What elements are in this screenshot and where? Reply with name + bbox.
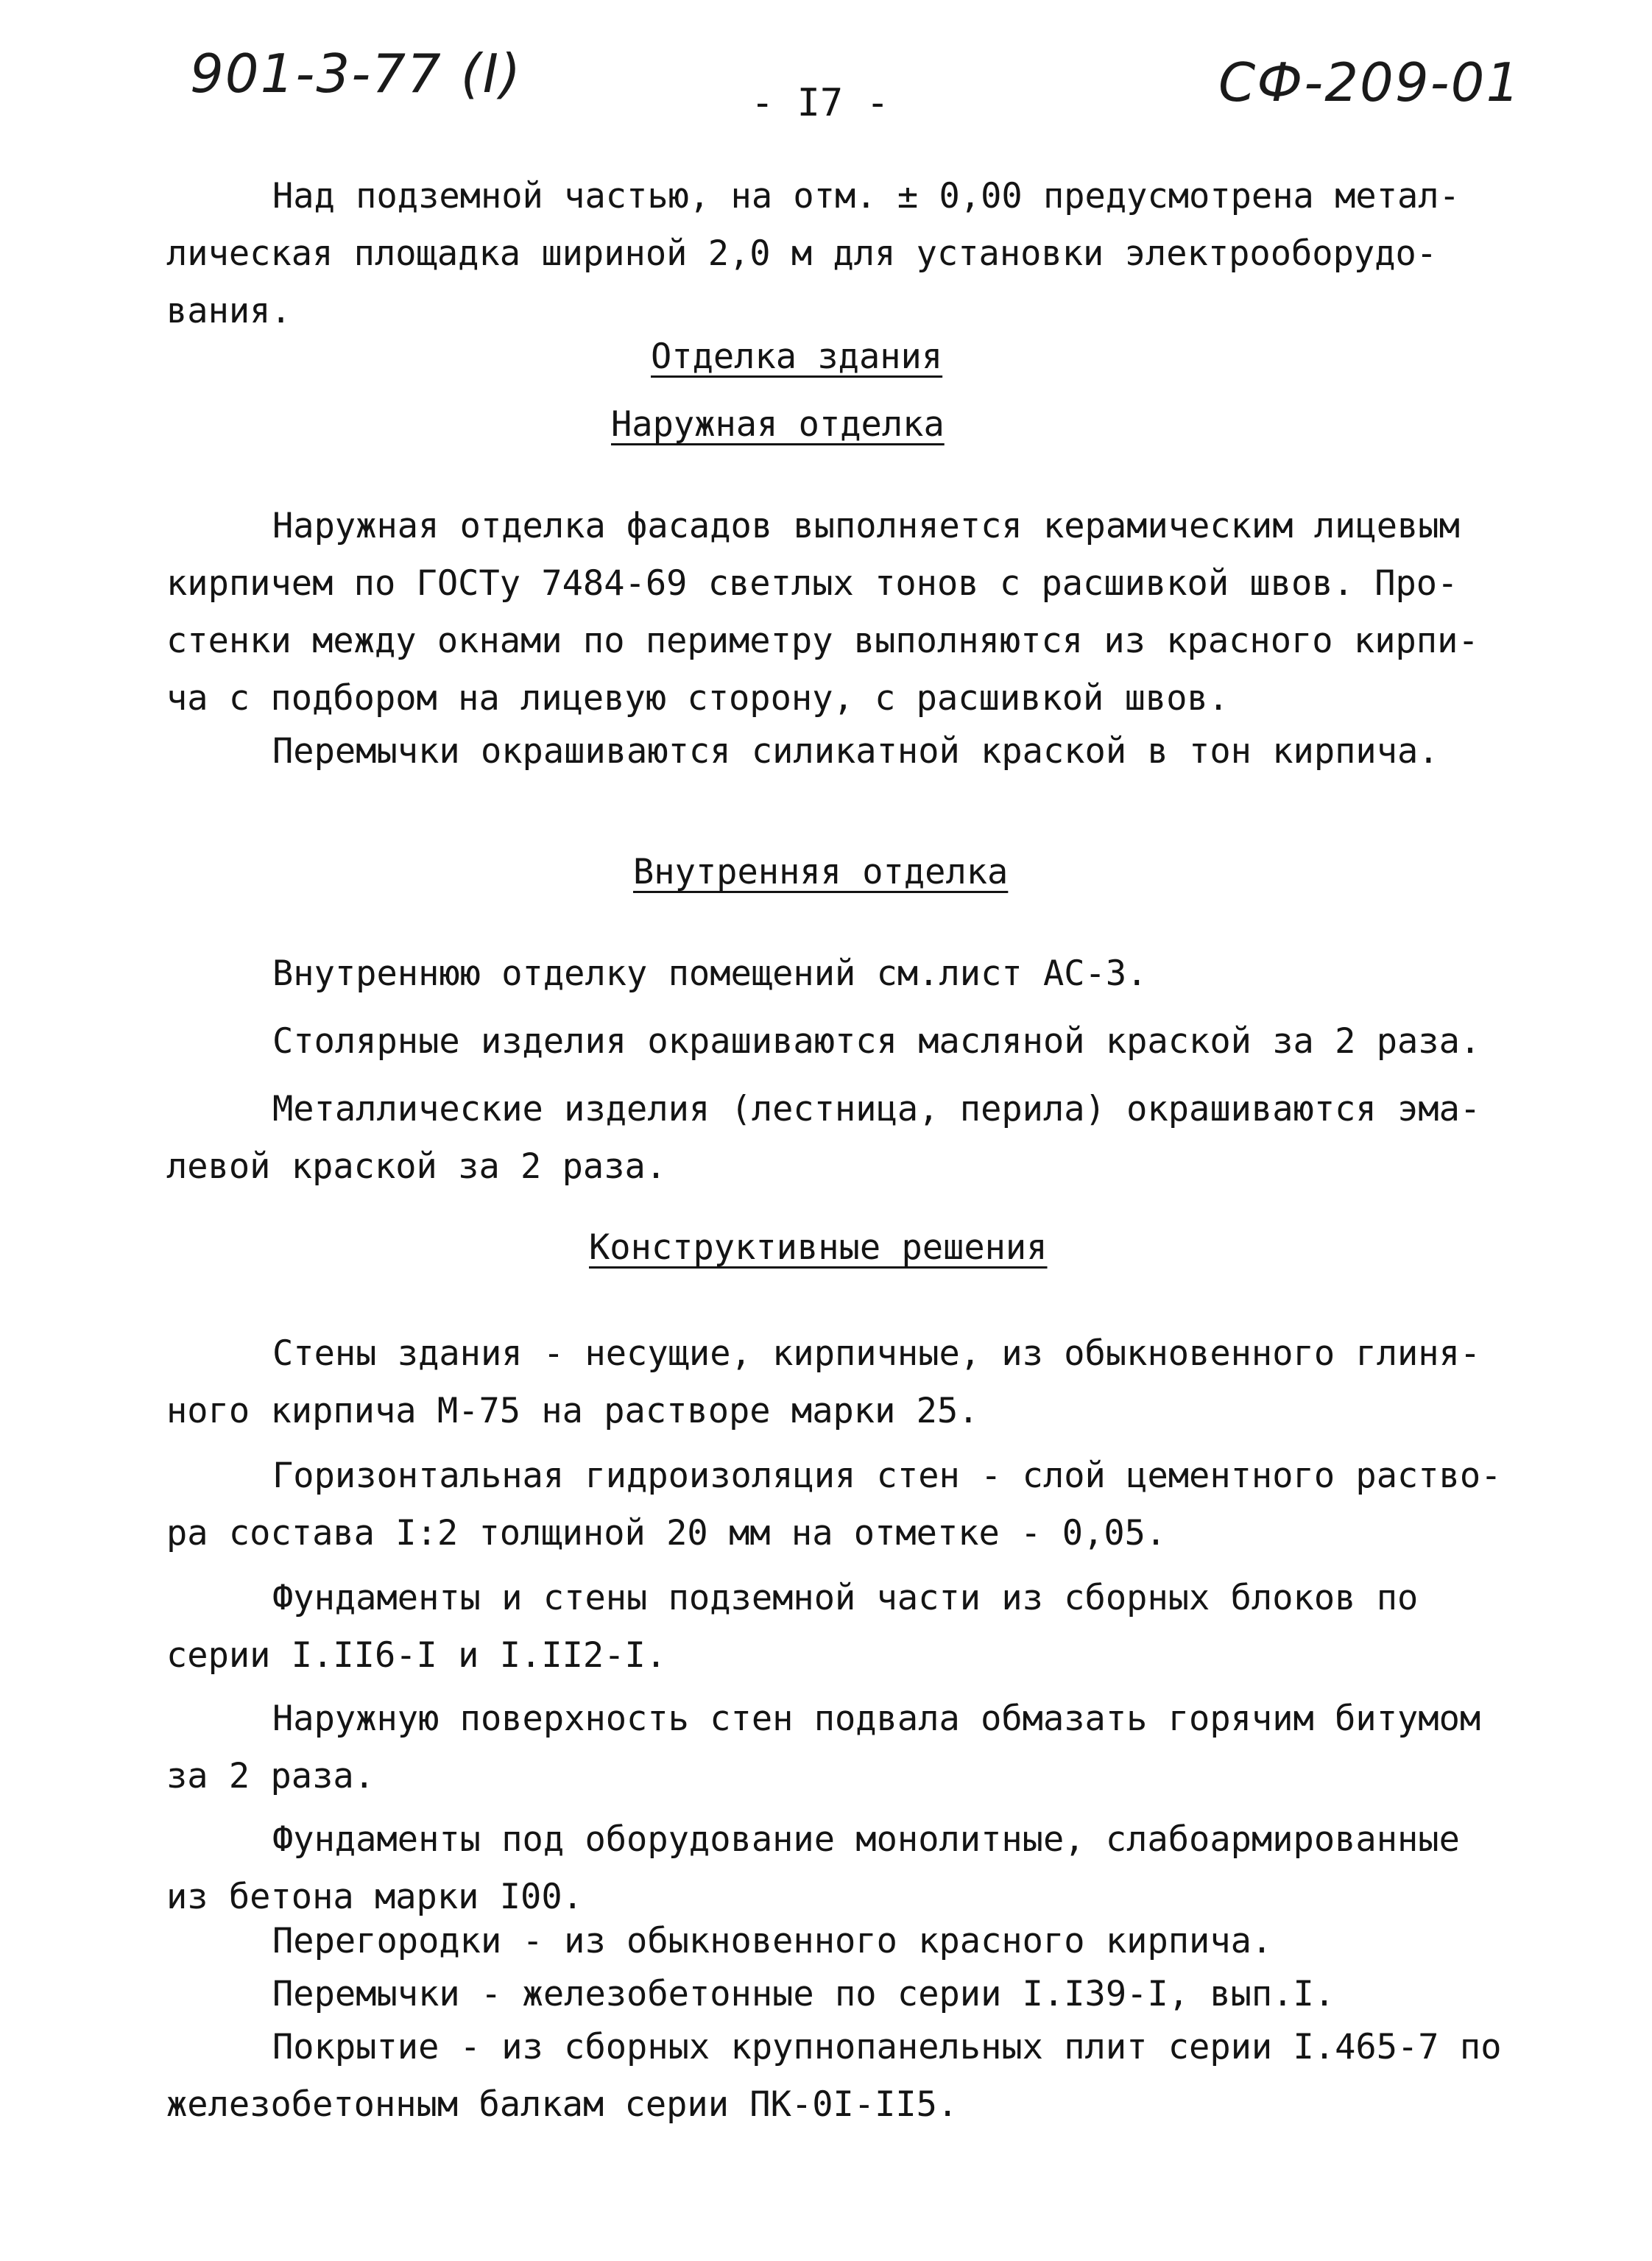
section-heading-construction: Конструктивные решения — [589, 1227, 1048, 1268]
text-line: кирпичем по ГОСТу 7484-69 светлых тонов с расшивкой швов. Про- — [166, 563, 1458, 604]
text-line: Перемычки - железобетонные по серии I.I39-I, вып.I. — [272, 1974, 1335, 2014]
text-line: Столярные изделия окрашиваются масляной краской за 2 раза. — [272, 1021, 1481, 1062]
text-line: левой краской за 2 раза. — [166, 1146, 667, 1187]
intro-paragraph — [166, 168, 1536, 340]
text-line: Внутреннюю отделку помещений см.лист АС-3. — [272, 953, 1148, 994]
text-line: Стены здания - несущие, кирпичные, из обыкновенного глиня- — [272, 1333, 1481, 1374]
construction-paragraph-6 — [166, 1913, 1536, 1970]
interior-paragraph-2 — [166, 1013, 1536, 1070]
text-line: ча с подбором на лицевую сторону, с расшивкой швов. — [166, 678, 1229, 719]
text-line: стенки между окнами по периметру выполняются из красного кирпи- — [166, 621, 1479, 661]
text-line: ра состава I:2 толщиной 20 мм на отметке - 0,05. — [166, 1513, 1167, 1553]
text-line: серии I.II6-I и I.II2-I. — [166, 1635, 667, 1676]
text-line: Металлические изделия (лестница, перила) окрашиваются эма- — [272, 1089, 1481, 1129]
subheading-exterior: Наружная отделка — [611, 404, 945, 445]
doc-code-right: СФ-209-01 — [1218, 52, 1522, 113]
text-line: за 2 раза. — [166, 1756, 375, 1796]
text-line: Перемычки окрашиваются силикатной краской в тон кирпича. — [272, 731, 1439, 772]
construction-paragraph-4 — [166, 1690, 1536, 1805]
section-heading-finishing: Отделка здания — [651, 336, 943, 377]
construction-paragraph-3 — [166, 1570, 1536, 1685]
text-line: Горизонтальная гидроизоляция стен - слой цементного раство- — [272, 1456, 1502, 1496]
interior-paragraph-3 — [166, 1081, 1536, 1196]
text-line: железобетонным балкам серии ПК-0I-II5. — [166, 2084, 959, 2125]
subheading-interior: Внутренняя отделка — [633, 852, 1009, 892]
text-line: Покрытие - из сборных крупнопанельных плит серии I.465-7 по — [272, 2027, 1502, 2067]
interior-paragraph-1 — [166, 945, 1536, 1003]
page-number: - I7 - — [751, 81, 889, 125]
text-line: Фундаменты под оборудование монолитные, слабоармированные — [272, 1819, 1460, 1860]
text-line: Наружная отделка фасадов выполняется керамическим лицевым — [272, 506, 1460, 546]
text-line: Перегородки - из обыкновенного красного кирпича. — [272, 1921, 1273, 1961]
text-line: вания. — [166, 291, 292, 331]
construction-paragraph-5 — [166, 1811, 1536, 1926]
text-line: ного кирпича М-75 на растворе марки 25. — [166, 1391, 979, 1431]
doc-code-left: 901-3-77 (I) — [190, 43, 523, 105]
text-line: из бетона марки I00. — [166, 1877, 583, 1917]
exterior-paragraph-1 — [166, 498, 1536, 727]
construction-paragraph-7 — [166, 1966, 1536, 2023]
text-line: лическая площадка шириной 2,0 м для установки электрооборудо- — [166, 233, 1438, 274]
construction-paragraph-1 — [166, 1325, 1536, 1440]
construction-paragraph-8 — [166, 2019, 1536, 2134]
exterior-paragraph-2 — [166, 723, 1536, 780]
construction-paragraph-2 — [166, 1447, 1536, 1562]
text-line: Фундаменты и стены подземной части из сборных блоков по — [272, 1578, 1419, 1618]
text-line: Над подземной частью, на отм. ± 0,00 предусмотрена метал- — [272, 176, 1460, 216]
text-line: Наружную поверхность стен подвала обмазать горячим битумом — [272, 1699, 1481, 1739]
